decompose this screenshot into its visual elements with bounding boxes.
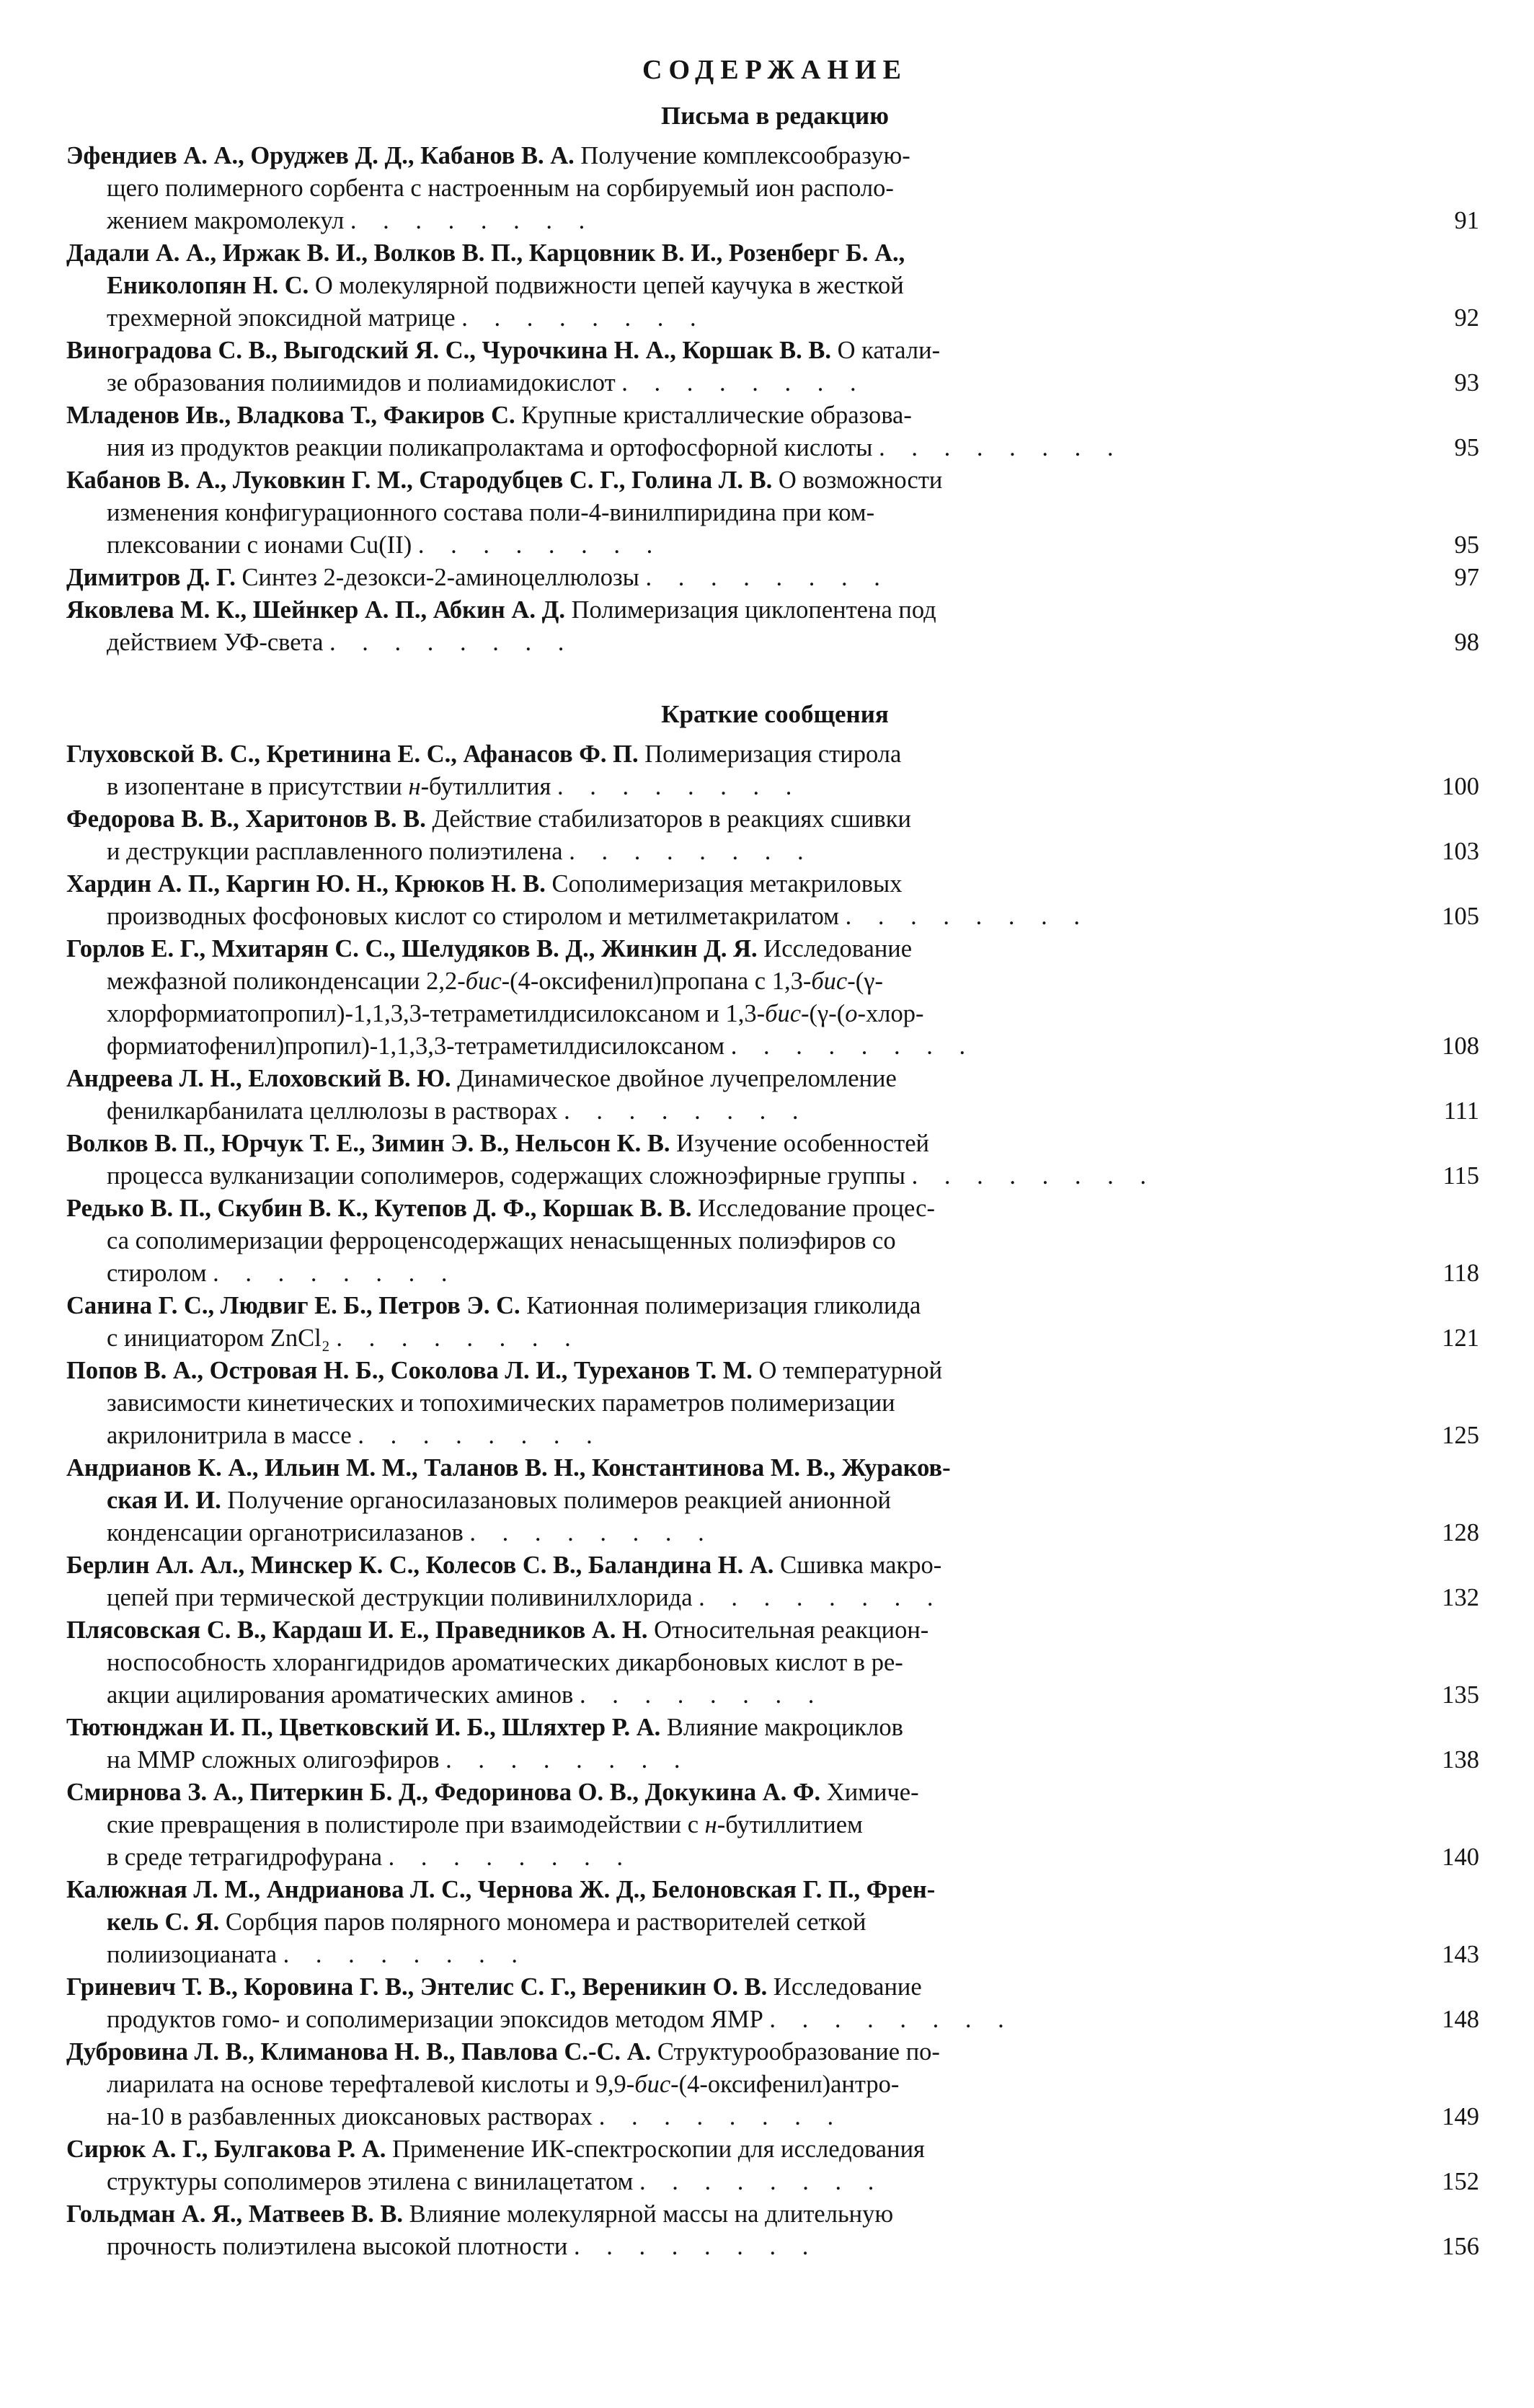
leader-dots: . . . . . . . . bbox=[445, 1746, 691, 1774]
toc-entry-line: Санина Г. С., Людвиг Е. Б., Петров Э. С. Катионная полимеризация гликолида bbox=[66, 1292, 921, 1319]
leader-dots: . . . . . . . . bbox=[621, 369, 866, 397]
toc-entry-text bbox=[66, 1452, 1397, 1549]
toc-entry-page: 156 bbox=[1442, 2233, 1479, 2260]
toc-entry-line: Волков В. П., Юрчук Т. Е., Зимин Э. В., Нельсон К. В. Изучение особенностей bbox=[66, 1130, 930, 1157]
toc-entry-text bbox=[66, 1063, 1397, 1128]
toc-entry-line: ская И. И. Получение органосилазановых полимеров реакцией анионной bbox=[107, 1487, 891, 1514]
toc-entry-page: 92 bbox=[1454, 304, 1479, 332]
toc-entry-page: 143 bbox=[1442, 1941, 1479, 1968]
toc-entry-text bbox=[66, 1712, 1397, 1776]
toc-entry-page: 93 bbox=[1454, 369, 1479, 397]
leader-dots: . . . . . . . . bbox=[598, 2103, 844, 2130]
toc-entry-line: Хардин А. П., Каргин Ю. Н., Крюков Н. В. Сополимеризация метакриловых bbox=[66, 870, 903, 898]
toc-entry-line: в изопентане в присутствии н-бутиллития . . . . . . . . bbox=[107, 773, 802, 800]
leader-dots: . . . . . . . . bbox=[213, 1260, 458, 1287]
leader-dots: . . . . . . . . bbox=[564, 1097, 809, 1125]
toc-entry-line: хлорформиатопропил)-1,1,3,3-тетраметилдисилоксаном и 1,3-бис-(γ-(о-хлор- bbox=[107, 1000, 924, 1027]
toc-entry-page: 115 bbox=[1442, 1162, 1479, 1190]
leader-dots: . . . . . . . . bbox=[645, 564, 890, 591]
section-gap bbox=[66, 659, 1484, 696]
toc-entry-text bbox=[66, 1776, 1397, 1874]
toc-entry-page: 152 bbox=[1442, 2168, 1479, 2195]
leader-dots: . . . . . . . . bbox=[388, 1843, 634, 1871]
toc-entry-text bbox=[66, 2133, 1397, 2198]
toc-entry-text bbox=[66, 2198, 1397, 2263]
toc-entry-line: действием УФ-света . . . . . . . . bbox=[107, 629, 575, 656]
toc-entry-line: формиатофенил)пропил)-1,1,3,3-тетраметилдисилоксаном . . . . . . . . bbox=[107, 1032, 976, 1060]
toc-entry-page: 132 bbox=[1442, 1584, 1479, 1611]
toc-entry-page: 138 bbox=[1442, 1746, 1479, 1774]
toc-entry[interactable] bbox=[66, 399, 1484, 464]
toc-entry-line: Редько В. П., Скубин В. К., Кутепов Д. Ф., Коршак В. В. Исследование процес- bbox=[66, 1195, 935, 1222]
toc-entry-text bbox=[66, 1614, 1397, 1712]
toc-entry-line: конденсации органотрисилазанов . . . . . . . . bbox=[107, 1519, 714, 1546]
toc-entry[interactable] bbox=[66, 2198, 1484, 2263]
leader-dots: . . . . . . . . bbox=[336, 1324, 581, 1352]
leader-dots: . . . . . . . . bbox=[879, 434, 1124, 461]
toc-entry-page: 135 bbox=[1442, 1681, 1479, 1709]
toc-entry-text bbox=[66, 1874, 1397, 1971]
toc-entry-line: Яковлева М. К., Шейнкер А. П., Абкин А. Д. Полимеризация циклопентена под bbox=[66, 596, 936, 624]
toc-entry-line: Горлов Е. Г., Мхитарян С. С., Шелудяков В. Д., Жинкин Д. Я. Исследование bbox=[66, 935, 913, 962]
toc-entry-text bbox=[66, 2036, 1397, 2133]
toc-entry[interactable] bbox=[66, 1452, 1484, 1549]
toc-entry[interactable] bbox=[66, 803, 1484, 868]
toc-entry-line: Виноградова С. В., Выгодский Я. С., Чурочкина Н. А., Коршак В. В. О катали- bbox=[66, 337, 941, 364]
toc-entry[interactable] bbox=[66, 1128, 1484, 1192]
toc-entry-line: акрилонитрила в массе . . . . . . . . bbox=[107, 1422, 603, 1449]
toc-entry-page: 148 bbox=[1442, 2006, 1479, 2033]
toc-entry-text bbox=[66, 1192, 1397, 1290]
toc-entry-line: Глуховской В. С., Кретинина Е. С., Афанасов Ф. П. Полимеризация стирола bbox=[66, 740, 902, 768]
toc-entry-line: производных фосфоновых кислот со стиролом и метилметакрилатом . . . . . . . . bbox=[107, 903, 1090, 930]
leader-dots: . . . . . . . . bbox=[699, 1584, 944, 1611]
toc-entry-line: Дубровина Л. В., Климанова Н. В., Павлова С.-С. А. Структурообразование по- bbox=[66, 2038, 940, 2066]
toc-entry-text bbox=[66, 464, 1397, 562]
toc-entry-text bbox=[66, 140, 1397, 237]
toc-entry-line: и деструкции расплавленного полиэтилена . . . . . . . . bbox=[107, 838, 814, 865]
toc-entry-text bbox=[66, 803, 1397, 868]
toc-entry-line: Попов В. А., Островая Н. Б., Соколова Л. И., Туреханов Т. М. О температурной bbox=[66, 1357, 943, 1384]
contents-page bbox=[66, 52, 1484, 2263]
toc-entry[interactable] bbox=[66, 1355, 1484, 1452]
toc-entry-line: в среде тетрагидрофурана . . . . . . . . bbox=[107, 1843, 634, 1871]
toc-entry[interactable] bbox=[66, 140, 1484, 237]
toc-entry[interactable] bbox=[66, 868, 1484, 933]
toc-entry-line: на-10 в разбавленных диоксановых растворах . . . . . . . . bbox=[107, 2103, 844, 2130]
toc-entry-line: полиизоцианата . . . . . . . . bbox=[107, 1941, 528, 1968]
toc-entry-line: щего полимерного сорбента с настроенным на сорбируемый ион располо- bbox=[107, 174, 894, 202]
toc-entry-line: Смирнова З. А., Питеркин Б. Д., Федоринова О. В., Докукина А. Ф. Химиче- bbox=[66, 1779, 919, 1806]
toc-entry-line: зе образования полиимидов и полиамидокислот . . . . . . . . bbox=[107, 369, 866, 397]
leader-dots: . . . . . . . . bbox=[329, 629, 575, 656]
toc-entry-line: Тютюнджан И. П., Цветковский И. Б., Шляхтер Р. А. Влияние макроциклов bbox=[66, 1714, 903, 1741]
toc-entry-page: 140 bbox=[1442, 1843, 1479, 1871]
toc-entry-line: Младенов Ив., Владкова Т., Факиров С. Крупные кристаллические образова- bbox=[66, 402, 912, 429]
toc-entry-page: 125 bbox=[1442, 1422, 1479, 1449]
toc-entry-line: процесса вулканизации сополимеров, содержащих сложноэфирные группы . . . . . . . . bbox=[107, 1162, 1156, 1190]
toc-entry-page: 108 bbox=[1442, 1032, 1479, 1060]
toc-entry-text bbox=[66, 1549, 1397, 1614]
toc-entry-text bbox=[66, 1290, 1397, 1355]
toc-entry-page: 91 bbox=[1454, 207, 1479, 234]
toc-entry[interactable] bbox=[66, 1776, 1484, 1874]
toc-entry-line: Андреева Л. Н., Елоховский В. Ю. Динамическое двойное лучепреломление bbox=[66, 1065, 897, 1092]
toc-entry-line: Ениколопян Н. С. О молекулярной подвижности цепей каучука в жесткой bbox=[107, 272, 904, 299]
toc-entry-line: Кабанов В. А., Луковкин Г. М., Стародубцев С. Г., Голина Л. В. О возможности bbox=[66, 466, 943, 494]
toc-entry[interactable] bbox=[66, 1063, 1484, 1128]
toc-entry[interactable] bbox=[66, 562, 1484, 594]
toc-entry-line: Гриневич Т. В., Коровина Г. В., Энтелис С. Г., Вереникин О. В. Исследование bbox=[66, 1973, 922, 2001]
toc-entry-text bbox=[66, 399, 1397, 464]
toc-entry-line: изменения конфигурационного состава поли-4-винилпиридина при ком- bbox=[107, 499, 875, 526]
toc-entry-line: межфазной поликонденсации 2,2-бис-(4-оксифенил)пропана с 1,3-бис-(γ- bbox=[107, 968, 883, 995]
toc-entry[interactable] bbox=[66, 464, 1484, 562]
toc-entry-page: 111 bbox=[1443, 1097, 1479, 1125]
toc-entry[interactable] bbox=[66, 1192, 1484, 1290]
toc-entry-page: 121 bbox=[1442, 1324, 1479, 1352]
toc-entry-line: Калюжная Л. М., Андрианова Л. С., Чернова Ж. Д., Белоновская Г. П., Френ- bbox=[66, 1876, 936, 1903]
toc-entry-line: цепей при термической деструкции поливинилхлорида . . . . . . . . bbox=[107, 1584, 944, 1611]
toc-entry-text bbox=[66, 868, 1397, 933]
toc-entry-line: Эфендиев А. А., Оруджев Д. Д., Кабанов В. А. Получение комплексообразую- bbox=[66, 142, 910, 169]
leader-dots: . . . . . . . . bbox=[469, 1519, 714, 1546]
toc-entry-text bbox=[66, 1128, 1397, 1192]
leader-dots: . . . . . . . . bbox=[417, 531, 663, 559]
toc-entry[interactable] bbox=[66, 933, 1484, 1063]
toc-entry-page: 98 bbox=[1454, 629, 1479, 656]
leader-dots: . . . . . . . . bbox=[573, 2233, 819, 2260]
toc-entry-line: акции ацилирования ароматических аминов . . . . . . . . bbox=[107, 1681, 825, 1709]
leader-dots: . . . . . . . . bbox=[350, 207, 595, 234]
leader-dots: . . . . . . . . bbox=[358, 1422, 603, 1449]
toc-entry-line: Димитров Д. Г. Синтез 2-дезокси-2-аминоцеллюлозы . . . . . . . . bbox=[66, 564, 890, 591]
toc-entry[interactable] bbox=[66, 1614, 1484, 1712]
toc-entry[interactable] bbox=[66, 2036, 1484, 2133]
toc-entry-line: Гольдман А. Я., Матвеев В. В. Влияние молекулярной массы на длительную bbox=[66, 2200, 894, 2228]
toc-entry-page: 103 bbox=[1442, 838, 1479, 865]
leader-dots: . . . . . . . . bbox=[569, 838, 814, 865]
toc-entry-line: лиарилата на основе терефталевой кислоты и 9,9-бис-(4-оксифенил)антро- bbox=[107, 2071, 900, 2098]
toc-entry-line: зависимости кинетических и топохимических параметров полимеризации bbox=[107, 1389, 895, 1417]
toc-entry[interactable] bbox=[66, 2133, 1484, 2198]
toc-entry-line: трехмерной эпоксидной матрице . . . . . . . . bbox=[107, 304, 706, 332]
toc-entry-text bbox=[66, 335, 1397, 399]
toc-entry-line: прочность полиэтилена высокой плотности . . . . . . . . bbox=[107, 2233, 819, 2260]
toc-entry[interactable] bbox=[66, 738, 1484, 803]
toc-entry-text bbox=[66, 738, 1397, 803]
toc-entry-line: носпособность хлорангидридов ароматических дикарбоновых кислот в ре- bbox=[107, 1649, 903, 1676]
toc-entry-line: Дадали А. А., Иржак В. И., Волков В. П., Карцовник В. И., Розенберг Б. А., bbox=[66, 239, 905, 267]
leader-dots: . . . . . . . . bbox=[461, 304, 706, 332]
toc-entry[interactable] bbox=[66, 1290, 1484, 1355]
toc-entry-line: ские превращения в полистироле при взаимодействии с н-бутиллитием bbox=[107, 1811, 863, 1838]
section-heading: Письма в редакцию bbox=[661, 102, 889, 130]
toc-entry[interactable] bbox=[66, 237, 1484, 335]
leader-dots: . . . . . . . . bbox=[557, 773, 802, 800]
toc-entry-text bbox=[66, 933, 1397, 1063]
toc-entry-line: кель С. Я. Сорбция паров полярного мономера и растворителей сеткой bbox=[107, 1908, 866, 1936]
toc-entry-line: жением макромолекул . . . . . . . . bbox=[107, 207, 595, 234]
toc-entry-page: 149 bbox=[1442, 2103, 1479, 2130]
toc-entry-line: стиролом . . . . . . . . bbox=[107, 1260, 458, 1287]
toc-entry-page: 95 bbox=[1454, 434, 1479, 461]
leader-dots: . . . . . . . . bbox=[845, 903, 1090, 930]
toc-entry-text bbox=[66, 594, 1397, 659]
toc-entry-line: са сополимеризации ферроценсодержащих ненасыщенных полиэфиров со bbox=[107, 1227, 896, 1254]
toc-entry-page: 100 bbox=[1442, 773, 1479, 800]
toc-entry-line: плексовании с ионами Cu(II) . . . . . . . . bbox=[107, 531, 663, 559]
page-title: СОДЕРЖАНИЕ bbox=[642, 55, 908, 85]
leader-dots: . . . . . . . . bbox=[639, 2168, 885, 2195]
toc-entry-page: 95 bbox=[1454, 531, 1479, 559]
toc-entry-page: 105 bbox=[1442, 903, 1479, 930]
leader-dots: . . . . . . . . bbox=[730, 1032, 976, 1060]
toc-entry[interactable] bbox=[66, 594, 1484, 659]
toc-entry[interactable] bbox=[66, 1971, 1484, 2036]
toc-entry[interactable] bbox=[66, 1549, 1484, 1614]
toc-entry-text bbox=[66, 1355, 1397, 1452]
toc-entry-line: Сирюк А. Г., Булгакова Р. А. Применение ИК-спектроскопии для исследования bbox=[66, 2135, 925, 2163]
toc-entry[interactable] bbox=[66, 335, 1484, 399]
sections-container bbox=[66, 98, 1484, 2263]
toc-entry[interactable] bbox=[66, 1874, 1484, 1971]
toc-entry-line: Плясовская С. В., Кардаш И. Е., Праведников А. Н. Относительная реакцион- bbox=[66, 1616, 929, 1644]
toc-entry-line: Андрианов К. А., Ильин М. М., Таланов В. Н., Константинова М. В., Жураков- bbox=[66, 1454, 951, 1482]
toc-entry-page: 118 bbox=[1442, 1260, 1479, 1287]
toc-entry-line: с инициатором ZnCl₂ . . . . . . . . bbox=[107, 1324, 581, 1352]
leader-dots: . . . . . . . . bbox=[911, 1162, 1156, 1190]
toc-entry-text bbox=[66, 562, 1397, 594]
toc-entry-line: структуры сополимеров этилена с винилацетатом . . . . . . . . bbox=[107, 2168, 885, 2195]
toc-entry-line: продуктов гомо- и сополимеризации эпоксидов методом ЯМР . . . . . . . . bbox=[107, 2006, 1014, 2033]
leader-dots: . . . . . . . . bbox=[283, 1941, 528, 1968]
toc-entry[interactable] bbox=[66, 1712, 1484, 1776]
toc-entry-text bbox=[66, 1971, 1397, 2036]
toc-entry-text bbox=[66, 237, 1397, 335]
toc-entry-line: на ММР сложных олигоэфиров . . . . . . . . bbox=[107, 1746, 691, 1774]
section-heading: Краткие сообщения bbox=[661, 700, 889, 728]
toc-entry-page: 97 bbox=[1454, 564, 1479, 591]
leader-dots: . . . . . . . . bbox=[579, 1681, 825, 1709]
toc-entry-line: ния из продуктов реакции поликапролактама и ортофосфорной кислоты . . . . . . . . bbox=[107, 434, 1124, 461]
toc-entry-line: Федорова В. В., Харитонов В. В. Действие стабилизаторов в реакциях сшивки bbox=[66, 805, 911, 833]
toc-entry-page: 128 bbox=[1442, 1519, 1479, 1546]
leader-dots: . . . . . . . . bbox=[769, 2006, 1014, 2033]
toc-entry-line: Берлин Ал. Ал., Минскер К. С., Колесов С. В., Баландина Н. А. Сшивка макро- bbox=[66, 1552, 942, 1579]
toc-entry-line: фенилкарбанилата целлюлозы в растворах . . . . . . . . bbox=[107, 1097, 809, 1125]
